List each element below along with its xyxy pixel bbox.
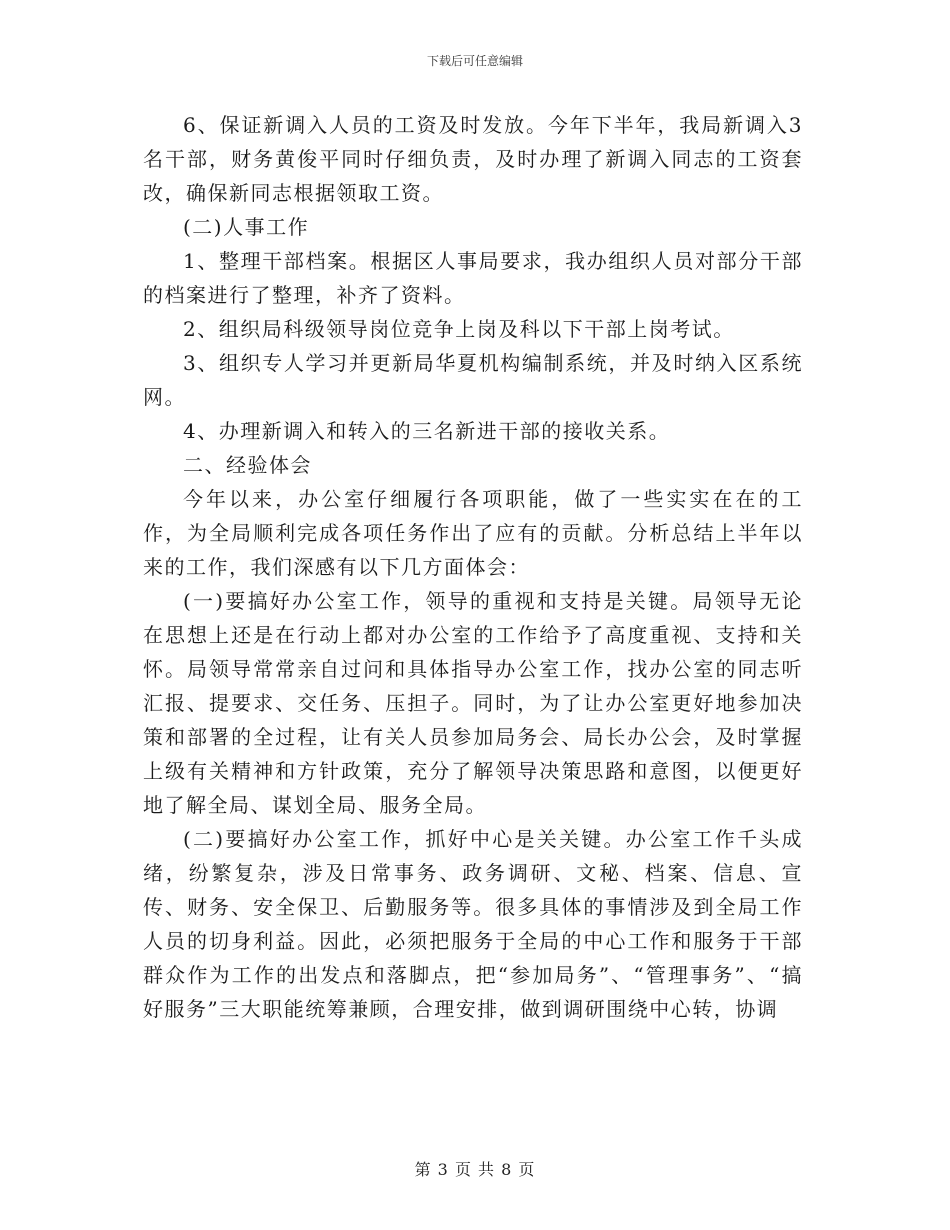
- document-body: [143, 108, 803, 1026]
- page-footer: 第 3 页 共 8 页: [414, 1160, 536, 1179]
- paragraph: 1、整理干部档案。根据区人事局要求，我办组织人员对部分干部的档案进行了整理，补齐了资料。: [143, 249, 803, 307]
- paragraph: 4、办理新调入和转入的三名新进干部的接收关系。: [183, 419, 671, 443]
- paragraph: 今年以来，办公室仔细履行各项职能，做了一些实实在在的工作，为全局顺利完成各项任务作出了应有的贡献。分析总结上半年以来的工作，我们深感有以下几方面体会：: [143, 487, 803, 579]
- paragraph: (一)要搞好办公室工作，领导的重视和支持是关键。局领导无论在思想上还是在行动上都对办公室的工作给予了高度重视、支持和关怀。局领导常常亲自过问和具体指导办公室工作，找办公室的同志听汇报、提要求、交任务、压担子。同时，为了让办公室更好地参加决策和部署的全过程，让有关人员参加局务会、局长办公会，及时掌握上级有关精神和方针政策，充分了解领导决策思路和意图，以便更好地了解全局、谋划全局、服务全局。: [143, 589, 803, 817]
- paragraph: (二)要搞好办公室工作，抓好中心是关关键。办公室工作千头成绪，纷繁复杂，涉及日常事务、政务调研、文秘、档案、信息、宣传、财务、安全保卫、后勤服务等。很多具体的事情涉及到全局工作人员的切身利益。因此，必须把服务于全局的中心工作和服务于干部群众作为工作的出发点和落脚点，把“参加局务”、“管理事务”、“搞好服务”三大职能统筹兼顾，合理安排，做到调研围绕中心转，协调: [143, 827, 803, 1021]
- section-heading: (二)人事工作: [183, 215, 310, 239]
- paragraph: 3、组织专人学习并更新局华夏机构编制系统，并及时纳入区系统网。: [143, 351, 803, 409]
- page-header: 下载后可任意编辑: [426, 54, 523, 68]
- paragraph: 6、保证新调入人员的工资及时发放。今年下半年，我局新调入3名干部，财务黄俊平同时仔细负责，及时办理了新调入同志的工资套改，确保新同志根据领取工资。: [143, 113, 803, 205]
- section-heading: 二、经验体会: [183, 453, 312, 477]
- paragraph: 2、组织局科级领导岗位竞争上岗及科以下干部上岗考试。: [183, 317, 735, 341]
